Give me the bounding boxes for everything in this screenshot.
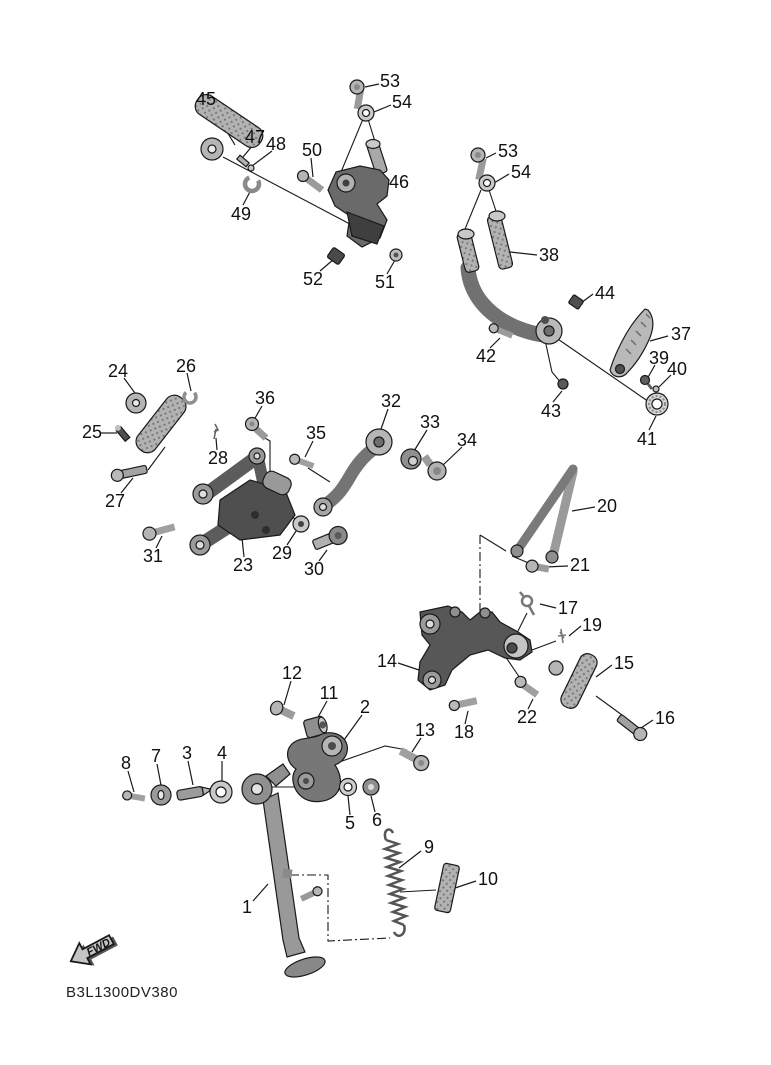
part-label-31: 31 [142, 546, 164, 566]
part-18-bolt [448, 696, 477, 712]
part-40-screw [653, 386, 659, 392]
part-label-3: 3 [181, 743, 193, 763]
part-33-collar [401, 449, 421, 469]
part-7-washer [151, 785, 171, 805]
part-39-bolt [641, 376, 653, 390]
part-label-46: 46 [388, 172, 410, 192]
part-label-45: 45 [195, 89, 217, 109]
part-label-28: 28 [207, 448, 229, 468]
part-label-7: 7 [150, 746, 162, 766]
part-43-nut [558, 379, 568, 389]
part-label-53-right: 53 [497, 141, 519, 161]
part-label-14: 14 [376, 651, 398, 671]
part-number-labels [82, 71, 691, 917]
part-label-33: 33 [419, 412, 441, 432]
part-label-38: 38 [538, 245, 560, 265]
part-23-footrest-bracket [190, 448, 295, 555]
part-48-washer [248, 165, 254, 171]
part-label-50: 50 [301, 140, 323, 160]
part-label-16: 16 [654, 708, 676, 728]
part-2-stand-bracket [288, 733, 348, 802]
part-label-53-left: 53 [379, 71, 401, 91]
part-label-54-right: 54 [510, 162, 532, 182]
part-label-39: 39 [648, 348, 670, 368]
part-label-40: 40 [666, 359, 688, 379]
part-46-bracket [328, 140, 389, 248]
part-label-22: 22 [516, 707, 538, 727]
leader-lines [101, 84, 671, 901]
part-21-bolt [525, 559, 550, 575]
part-label-54-left: 54 [391, 92, 413, 112]
part-label-20: 20 [596, 496, 618, 516]
part-label-51: 51 [374, 272, 396, 292]
part-label-12: 12 [281, 663, 303, 683]
part-label-21: 21 [569, 555, 591, 575]
part-label-36: 36 [254, 388, 276, 408]
part-label-52: 52 [302, 269, 324, 289]
part-label-23: 23 [232, 555, 254, 575]
part-label-9: 9 [423, 837, 435, 857]
part-label-30: 30 [303, 559, 325, 579]
part-38-stay-arm [456, 211, 562, 344]
part-label-18: 18 [453, 722, 475, 742]
part-label-10: 10 [477, 869, 499, 889]
part-36-bolt [246, 418, 267, 439]
part-label-44: 44 [594, 283, 616, 303]
part-label-8: 8 [120, 753, 132, 773]
part-label-35: 35 [305, 423, 327, 443]
part-44-nut [568, 294, 584, 309]
part-label-42: 42 [475, 346, 497, 366]
part-label-26: 26 [175, 356, 197, 376]
part-12-bolt [268, 699, 297, 722]
part-label-17: 17 [557, 598, 579, 618]
part-label-27: 27 [104, 491, 126, 511]
part-31-bolt [142, 521, 177, 542]
part-label-5: 5 [344, 813, 356, 833]
part-54-washer-left [358, 105, 374, 121]
part-35-bolt [288, 453, 315, 471]
part-label-1: 1 [241, 897, 253, 917]
part-49-clip [245, 177, 259, 191]
part-label-6: 6 [371, 810, 383, 830]
diagram-code: B3L1300DV380 [66, 984, 178, 1001]
part-51-washer [390, 249, 402, 261]
part-3-shaft-bolt [176, 785, 210, 801]
part-14-footrest-bracket-rear [418, 606, 532, 690]
part-37-brake-pedal [610, 309, 653, 377]
part-16-bolt [615, 712, 649, 743]
part-30-bolt [311, 524, 350, 554]
part-20-heel-guard [511, 469, 573, 563]
part-6-nut [363, 779, 379, 795]
part-label-34: 34 [456, 430, 478, 450]
part-22-bolt [513, 674, 541, 698]
part-label-48: 48 [265, 134, 287, 154]
part-8-bolt [122, 790, 146, 803]
part-29-washer [293, 516, 309, 532]
part-label-29: 29 [271, 543, 293, 563]
part-label-43: 43 [540, 401, 562, 421]
part-53-bolt-left [350, 80, 364, 109]
part-54-washer-right [479, 175, 495, 191]
part-label-37: 37 [670, 324, 692, 344]
part-label-47: 47 [244, 127, 266, 147]
fwd-direction-arrow [65, 928, 121, 975]
part-15-footrest-rear-peg [549, 651, 600, 711]
part-9-spring [385, 829, 406, 935]
part-label-4: 4 [216, 743, 228, 763]
part-4-washer [210, 781, 232, 803]
part-41-washer [646, 393, 668, 415]
part-label-11: 11 [319, 683, 339, 703]
part-label-13: 13 [414, 720, 436, 740]
part-label-15: 15 [613, 653, 635, 673]
part-label-24: 24 [107, 361, 129, 381]
part-5-washer [340, 779, 357, 796]
part-label-19: 19 [581, 615, 603, 635]
part-34-bolt [421, 454, 446, 480]
part-label-49: 49 [230, 204, 252, 224]
part-28-cotter-pin [214, 424, 218, 439]
fwd-arrow-label: FWD [84, 936, 113, 959]
part-label-41: 41 [636, 429, 658, 449]
part-label-2: 2 [359, 697, 371, 717]
part-24-footrest-rear [126, 391, 190, 457]
part-label-25: 25 [81, 422, 103, 442]
part-19-clip [558, 629, 566, 643]
part-27-bolt [110, 463, 148, 482]
part-label-32: 32 [380, 391, 402, 411]
part-50-bolt [298, 171, 323, 191]
part-17-pin [520, 592, 534, 615]
